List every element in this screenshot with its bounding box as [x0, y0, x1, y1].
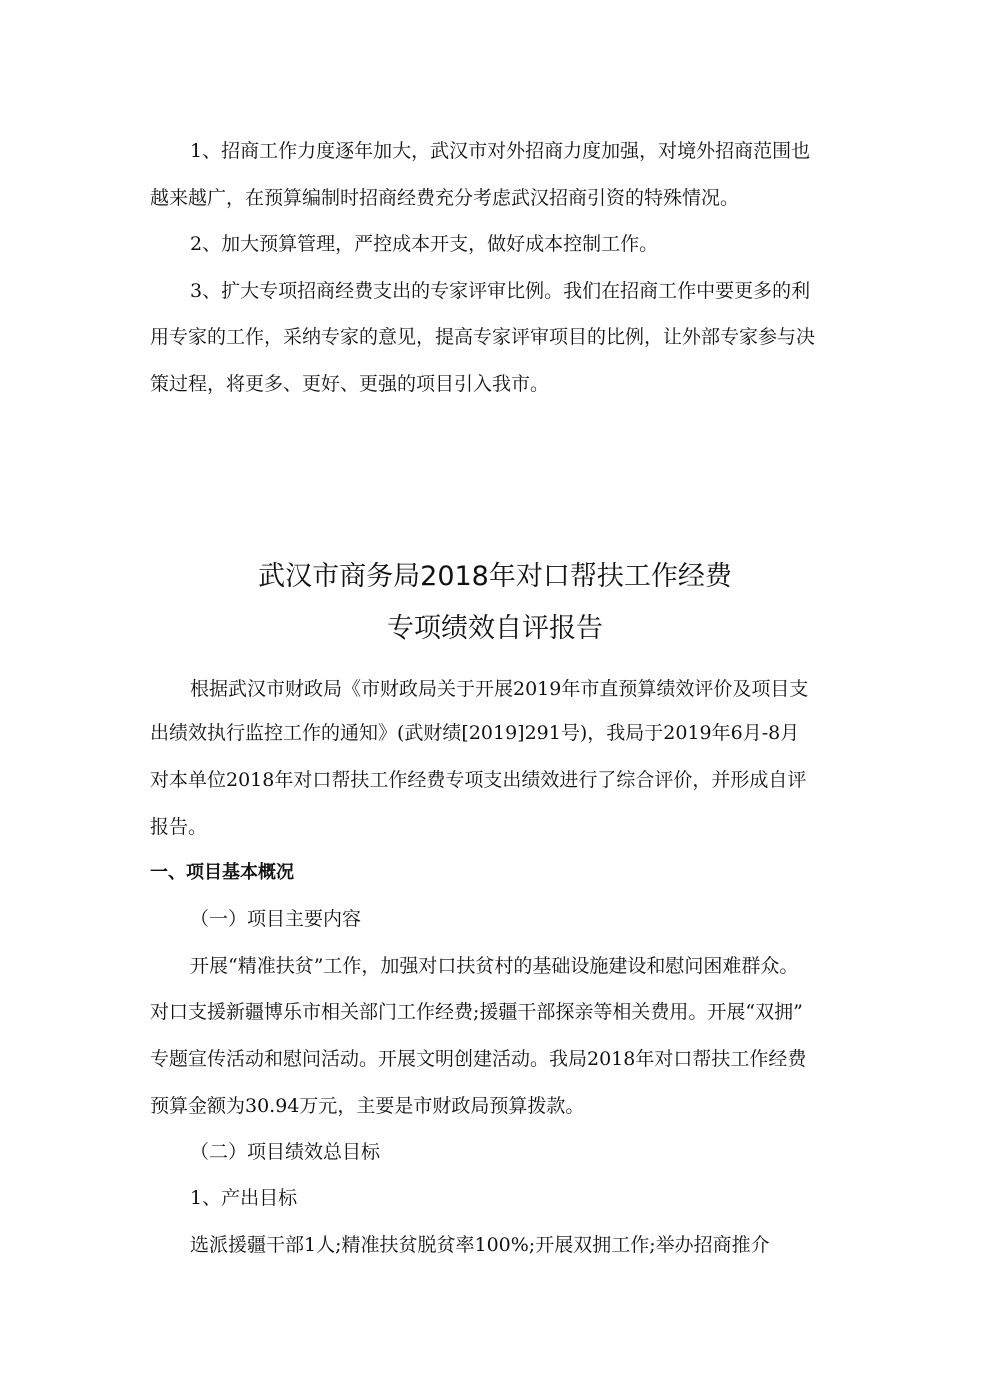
content-line-1: 开展“精准扶贫”工作，加强对口扶贫村的基础设施建设和慰问困难群众。: [190, 955, 799, 977]
paragraph-3-line-1: 3、扩大专项招商经费支出的专家评审比例。我们在招商工作中要更多的利: [190, 280, 811, 302]
goal-1-line-1: 选派援疆干部1人;精准扶贫脱贫率100%;开展双拥工作;举办招商推介: [190, 1234, 770, 1256]
paragraph-1-line-1: 1、招商工作力度逐年加大，武汉市对外招商力度加强，对境外招商范围也: [190, 140, 811, 162]
report-title-line-1: 武汉市商务局2018年对口帮扶工作经费: [258, 561, 732, 592]
content-line-3: 专题宣传活动和慰问活动。开展文明创建活动。我局2018年对口帮扶工作经费: [150, 1048, 807, 1070]
content-line-4: 预算金额为30.94万元，主要是市财政局预算拨款。: [150, 1095, 585, 1117]
subsection-2-heading: （二）项目绩效总目标: [190, 1141, 381, 1163]
intro-line-2: 出绩效执行监控工作的通知》(武财绩[2019]291号)，我局于2019年6月-8月: [150, 722, 800, 744]
section-1-heading: 一、项目基本概况: [150, 862, 294, 883]
goal-1-heading: 1、产出目标: [190, 1187, 298, 1209]
paragraph-3-line-2: 用专家的工作，采纳专家的意见，提高专家评审项目的比例，让外部专家参与决: [150, 326, 816, 348]
report-title-line-2: 专项绩效自评报告: [387, 613, 603, 644]
intro-line-4: 报告。: [150, 816, 208, 838]
intro-line-1: 根据武汉市财政局《市财政局关于开展2019年市直预算绩效评价及项目支: [190, 678, 809, 700]
paragraph-3-line-3: 策过程，将更多、更好、更强的项目引入我市。: [150, 373, 550, 395]
intro-line-3: 对本单位2018年对口帮扶工作经费专项支出绩效进行了综合评价，并形成自评: [150, 769, 807, 791]
subsection-1-heading: （一）项目主要内容: [190, 908, 362, 930]
paragraph-1-line-2: 越来越广，在预算编制时招商经费充分考虑武汉招商引资的特殊情况。: [150, 187, 740, 209]
content-line-2: 对口支援新疆博乐市相关部门工作经费;援疆干部探亲等相关费用。开展“双拥”: [150, 1001, 803, 1023]
paragraph-2: 2、加大预算管理，严控成本开支，做好成本控制工作。: [190, 233, 659, 255]
